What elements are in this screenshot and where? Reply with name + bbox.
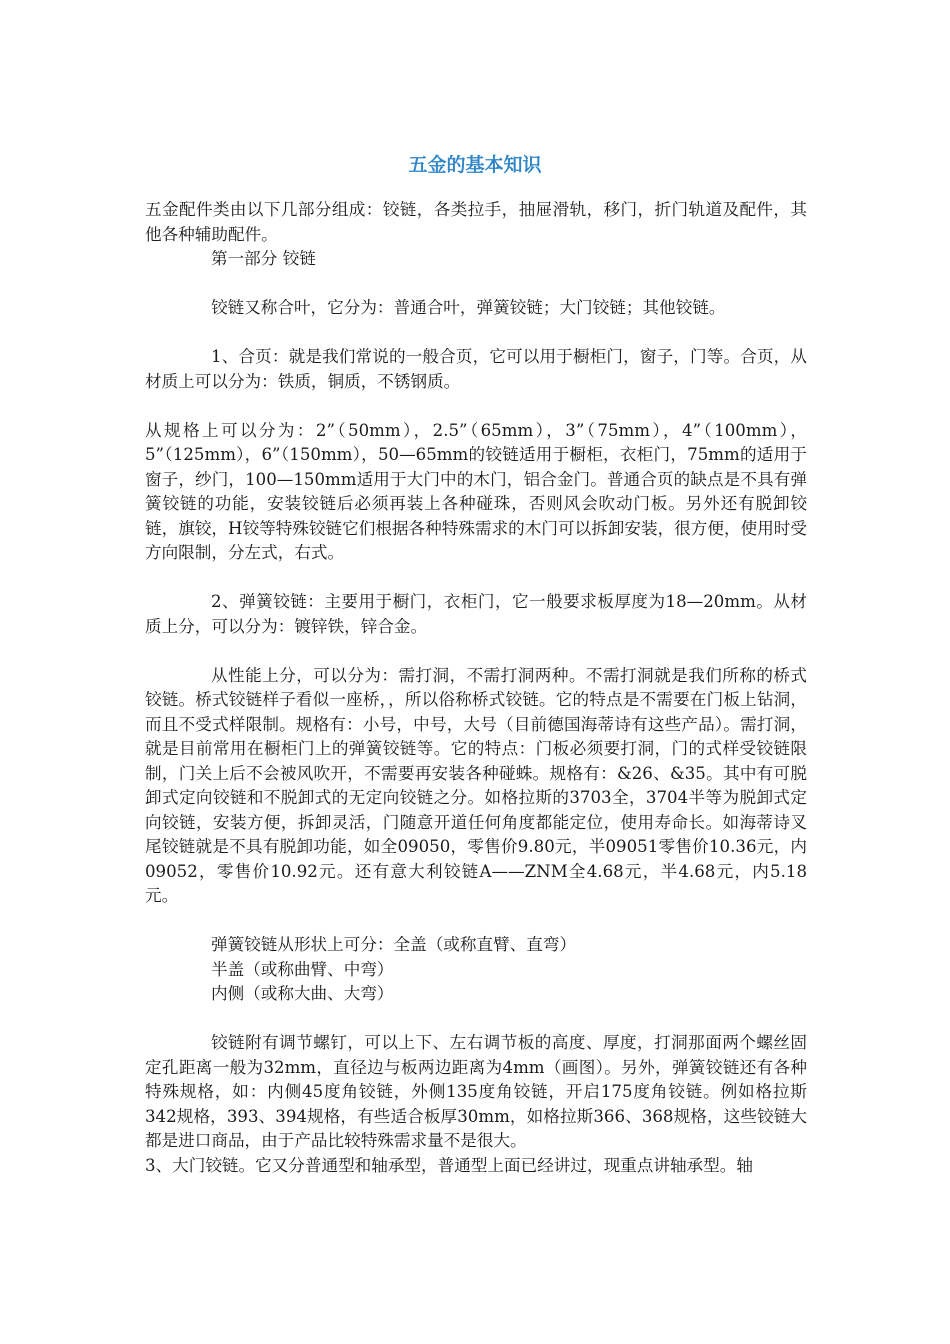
- section-heading-part-one: 第一部分 铰链: [211, 249, 316, 268]
- paragraph-performance: 从性能上分，可以分为：需打洞，不需打洞两种。不需打洞就是我们所称的桥式铰链。桥式铰链样子看似一座桥，，所以俗称桥式铰链。它的特点是不需要在门板上钻洞，而且不受式样限制。规格有：小号，中号，大号（目前德国海蒂诗有这些产品）。需打洞，就是目前常用在橱柜门上的弹簧铰链等。它的特点：门板必须要打洞，门的式样受铰链限制，门关上后不会被风吹开，不需要再安装各种碰蛛。规格有：&26、&35。其中有可脱卸式定向铰链和不脱卸式的无定向铰链之分。如格拉斯的3703全，3704半等为脱卸式定向铰链，安装方便，拆卸灵活，门随意开道任何角度都能定位，使用寿命长。如海蒂诗叉尾铰链就是不具有脱卸功能，如全09050，零售价9.80元，半09051零售价10.36元，内09052，零售价10.92元。还有意大利铰链A——ZNM全4.68元，半4.68元，内5.18元。: [145, 665, 807, 905]
- paragraph-hinge-leaf: 1、合页：就是我们常说的一般合页，它可以用于橱柜门，窗子，门等。合页，从材质上可以分为：铁质，铜质，不锈钢质。: [145, 347, 807, 391]
- paragraph-door-hinge: 3、大门铰链。它又分普通型和轴承型，普通型上面已经讲过，现重点讲轴承型。轴: [145, 1155, 753, 1175]
- list-item-inset: 内侧（或称大曲、大弯）: [211, 984, 394, 1003]
- paragraph-adjustment: 铰链附有调节螺钉，可以上下、左右调节板的高度、厚度，打洞那面两个螺丝固定孔距离一般为32mm，直径边与板两边距离为4mm（画图）。另外，弹簧铰链还有各种特殊规格，如：内侧45度角铰链，外侧135度角铰链，开启175度角铰链。例如格拉斯342规格，393、394规格，有些适合板厚30mm，如格拉斯366、368规格，这些铰链大都是进口商品，由于产品比较特殊需求量不是很大。: [145, 1033, 807, 1150]
- list-item-full-cover: 弹簧铰链从形状上可分：全盖（或称直臂、直弯）: [211, 935, 577, 954]
- paragraph-spring-hinge: 2、弹簧铰链：主要用于橱门，衣柜门，它一般要求板厚度为18—20mm。从材质上分，可以分为：镀锌铁，锌合金。: [145, 592, 807, 636]
- list-item-half-cover: 半盖（或称曲臂、中弯）: [211, 959, 394, 979]
- document-body: [145, 198, 807, 1178]
- document-title: 五金的基本知识: [408, 154, 542, 176]
- paragraph-specifications: 从规格上可以分为：2”（50mm），2.5”（65mm），3”（75mm），4”（100mm），5”（125mm），6”（150mm），50—65mm的铰链适用于橱柜，衣柜门，75mm的适用于窗子，纱门，100—150mm适用于大门中的木门，铝合金门。普通合页的缺点是不具有弹簧铰链的功能，安装铰链后必须再装上各种碰珠，否则风会吹动门板。另外还有脱卸铰链，旗铰，H铰等特殊铰链它们根据各种特殊需求的木门可以拆卸安装，很方便，使用时受方向限制，分左式，右式。: [145, 420, 807, 562]
- paragraph-intro: 五金配件类由以下几部分组成：铰链，各类拉手，抽屉滑轨，移门，折门轨道及配件，其他各种辅助配件。: [145, 200, 807, 244]
- paragraph-hinge-types: 铰链又称合叶，它分为：普通合叶，弹簧铰链；大门铰链；其他铰链。: [211, 298, 726, 317]
